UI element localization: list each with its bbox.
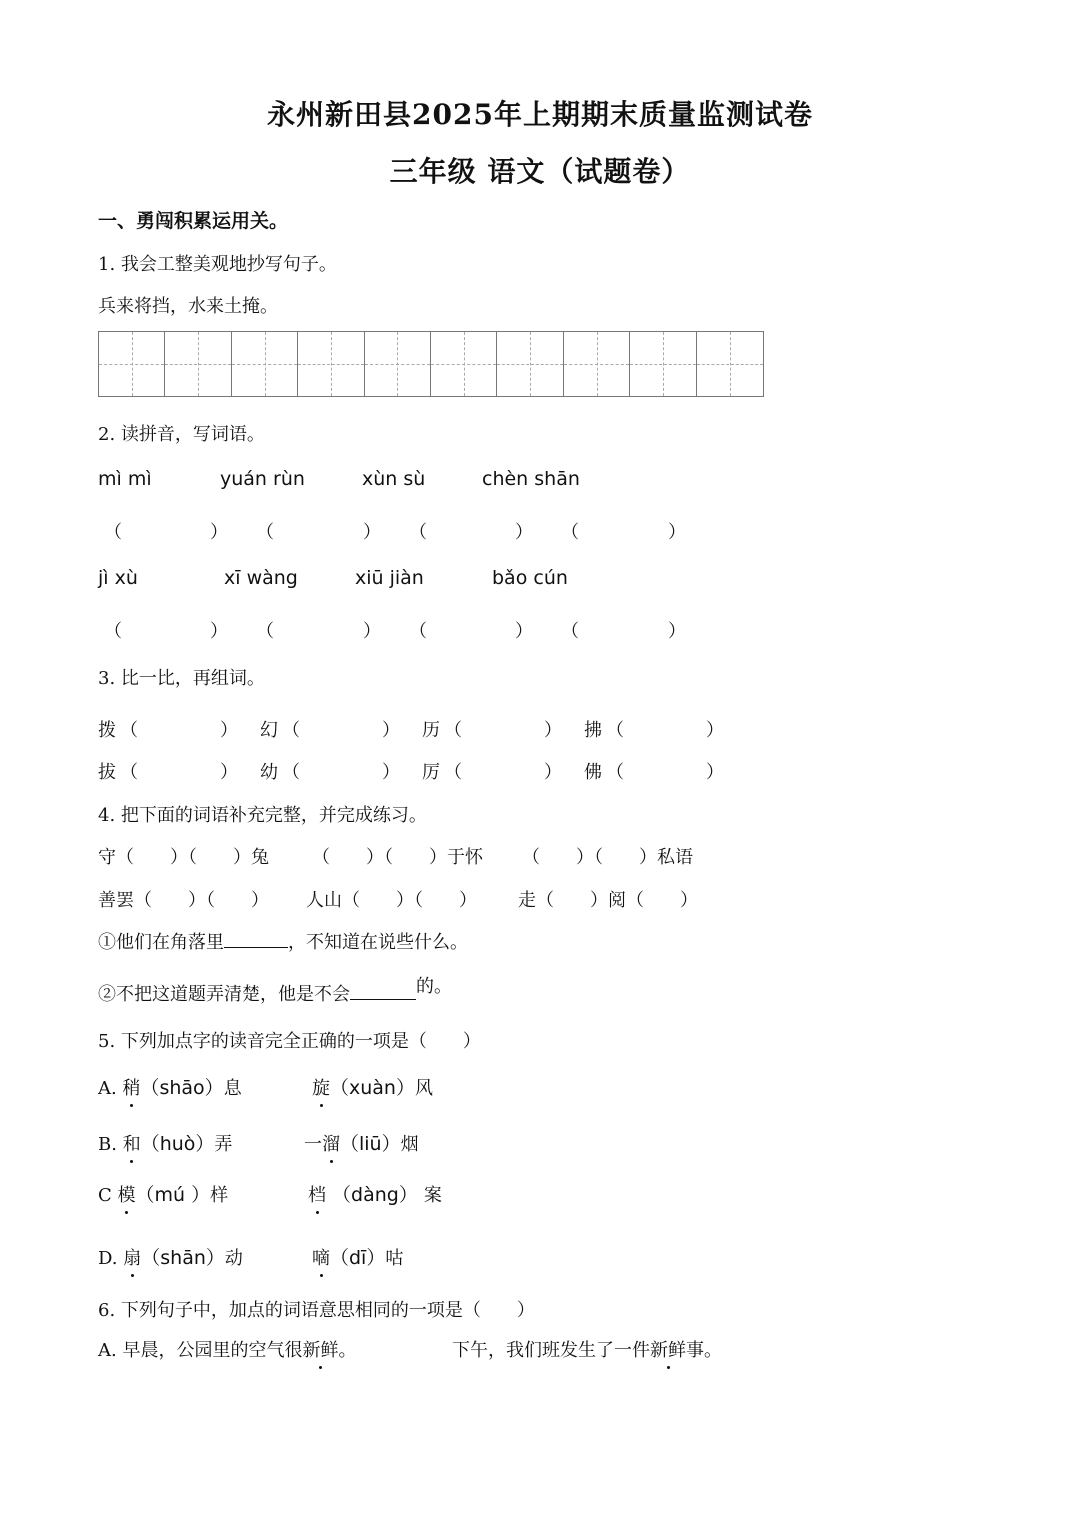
pinyin-item: bǎo cún bbox=[492, 567, 568, 589]
grid-guide-horizontal bbox=[630, 364, 695, 365]
option-a[interactable]: A. 稍（shāo）息 bbox=[98, 1073, 242, 1100]
paren-open: （ bbox=[104, 621, 122, 642]
paren-open: （ bbox=[104, 522, 122, 543]
question-6-prompt: 6. 下列句子中，加点的词语意思相同的一项是（ ） bbox=[98, 1300, 535, 1321]
option-c[interactable]: C 模（mú ）样 bbox=[98, 1180, 228, 1207]
grid-guide-horizontal bbox=[497, 364, 562, 365]
grid-cell[interactable] bbox=[365, 332, 431, 396]
question-1-prompt: 1. 我会工整美观地抄写句子。 bbox=[98, 254, 337, 275]
grid-guide-horizontal bbox=[99, 364, 164, 365]
grid-cell[interactable] bbox=[165, 332, 231, 396]
option-d[interactable]: D. 扇（shān）动 bbox=[98, 1243, 243, 1270]
grid-guide-horizontal bbox=[564, 364, 629, 365]
paren-open: （ bbox=[561, 621, 579, 642]
question-3-prompt: 3. 比一比，再组词。 bbox=[98, 668, 265, 689]
pinyin-item: chèn shān bbox=[482, 468, 580, 490]
idiom-blank: 人山（ ）（ ） bbox=[306, 890, 477, 911]
paren-close: ） bbox=[515, 522, 533, 543]
paren-open: （ bbox=[606, 720, 624, 741]
option-a-second-sentence: 下午，我们班发生了一件新鲜事。 bbox=[452, 1336, 722, 1362]
grid-cell[interactable] bbox=[697, 332, 763, 396]
paren-open: （ bbox=[282, 720, 300, 741]
paren-open: （ bbox=[561, 522, 579, 543]
grid-guide-horizontal bbox=[232, 364, 297, 365]
paren-open: （ bbox=[444, 762, 462, 783]
pinyin-item: jì xù bbox=[98, 567, 138, 589]
paren-close: ） bbox=[706, 762, 724, 783]
fill-sentence-2: ②不把这道题弄清楚，他是不会 的。 bbox=[98, 976, 452, 1005]
paren-open: （ bbox=[444, 720, 462, 741]
answer-blank[interactable] bbox=[350, 999, 416, 1000]
compare-char: 拨 bbox=[98, 720, 116, 741]
paren-close: ） bbox=[668, 522, 686, 543]
grid-guide-horizontal bbox=[298, 364, 363, 365]
grid-cell[interactable] bbox=[232, 332, 298, 396]
paren-close: ） bbox=[210, 522, 228, 543]
pinyin-item: xī wàng bbox=[224, 567, 298, 589]
compare-char: 厉 bbox=[422, 762, 440, 783]
grid-cell[interactable] bbox=[564, 332, 630, 396]
grid-cell[interactable] bbox=[431, 332, 497, 396]
paren-open: （ bbox=[256, 621, 274, 642]
idiom-blank: 善罢（ ）（ ） bbox=[98, 890, 269, 911]
paren-open: （ bbox=[120, 762, 138, 783]
question-2-prompt: 2. 读拼音，写词语。 bbox=[98, 424, 265, 445]
option-a-second-word: 旋（xuàn）风 bbox=[312, 1073, 433, 1100]
paren-close: ） bbox=[210, 621, 228, 642]
compare-char: 佛 bbox=[584, 762, 602, 783]
pinyin-item: yuán rùn bbox=[220, 468, 305, 490]
copy-sentence: 兵来将挡，水来土掩。 bbox=[98, 296, 278, 317]
paren-close: ） bbox=[220, 720, 238, 741]
exam-subtitle: 三年级 语文（试题卷） bbox=[389, 155, 691, 188]
idiom-blank: （ ）（ ）私语 bbox=[522, 847, 693, 868]
paren-close: ） bbox=[544, 762, 562, 783]
answer-blank[interactable] bbox=[224, 947, 288, 948]
grid-guide-horizontal bbox=[697, 364, 763, 365]
option-c-second-word: 档 （dàng） 案 bbox=[308, 1180, 442, 1207]
option-a[interactable]: A. 早晨，公园里的空气很新鲜。 bbox=[98, 1336, 356, 1362]
grid-cell[interactable] bbox=[630, 332, 696, 396]
paren-open: （ bbox=[256, 522, 274, 543]
compare-char: 幻 bbox=[260, 720, 278, 741]
paren-close: ） bbox=[220, 762, 238, 783]
compare-char: 历 bbox=[422, 720, 440, 741]
paren-close: ） bbox=[668, 621, 686, 642]
grid-guide-horizontal bbox=[165, 364, 230, 365]
section-heading: 一、勇闯积累运用关。 bbox=[98, 210, 289, 232]
paren-close: ） bbox=[382, 762, 400, 783]
paren-open: （ bbox=[606, 762, 624, 783]
pinyin-item: xiū jiàn bbox=[355, 567, 424, 589]
idiom-blank: （ ）（ ）于怀 bbox=[312, 847, 483, 868]
paren-open: （ bbox=[120, 720, 138, 741]
option-d-second-word: 嘀（dī）咕 bbox=[312, 1243, 403, 1270]
idiom-blank: 守（ ）（ ）兔 bbox=[98, 847, 269, 868]
compare-char: 拂 bbox=[584, 720, 602, 741]
paren-close: ） bbox=[515, 621, 533, 642]
idiom-blank: 走（ ）阅（ ） bbox=[518, 890, 698, 911]
paren-close: ） bbox=[363, 522, 381, 543]
pinyin-item: xùn sù bbox=[362, 468, 426, 490]
grid-cell[interactable] bbox=[298, 332, 364, 396]
writing-grid[interactable] bbox=[98, 331, 764, 397]
paren-open: （ bbox=[282, 762, 300, 783]
question-4-prompt: 4. 把下面的词语补充完整，并完成练习。 bbox=[98, 805, 427, 826]
paren-close: ） bbox=[363, 621, 381, 642]
pinyin-item: mì mì bbox=[98, 468, 152, 490]
grid-cell[interactable] bbox=[497, 332, 563, 396]
compare-char: 拔 bbox=[98, 762, 116, 783]
question-5-prompt: 5. 下列加点字的读音完全正确的一项是（ ） bbox=[98, 1031, 481, 1052]
grid-cell[interactable] bbox=[99, 332, 165, 396]
option-b[interactable]: B. 和（huò）弄 bbox=[98, 1129, 232, 1156]
grid-guide-horizontal bbox=[431, 364, 496, 365]
grid-guide-horizontal bbox=[365, 364, 430, 365]
compare-char: 幼 bbox=[260, 762, 278, 783]
paren-close: ） bbox=[706, 720, 724, 741]
option-b-second-word: 一溜（liū）烟 bbox=[304, 1129, 419, 1156]
paren-close: ） bbox=[544, 720, 562, 741]
fill-sentence-1: ①他们在角落里 ，不知道在说些什么。 bbox=[98, 932, 468, 953]
paren-close: ） bbox=[382, 720, 400, 741]
paren-open: （ bbox=[409, 621, 427, 642]
exam-title: 永州新田县2025年上期期末质量监测试卷 bbox=[267, 98, 813, 131]
paren-open: （ bbox=[409, 522, 427, 543]
